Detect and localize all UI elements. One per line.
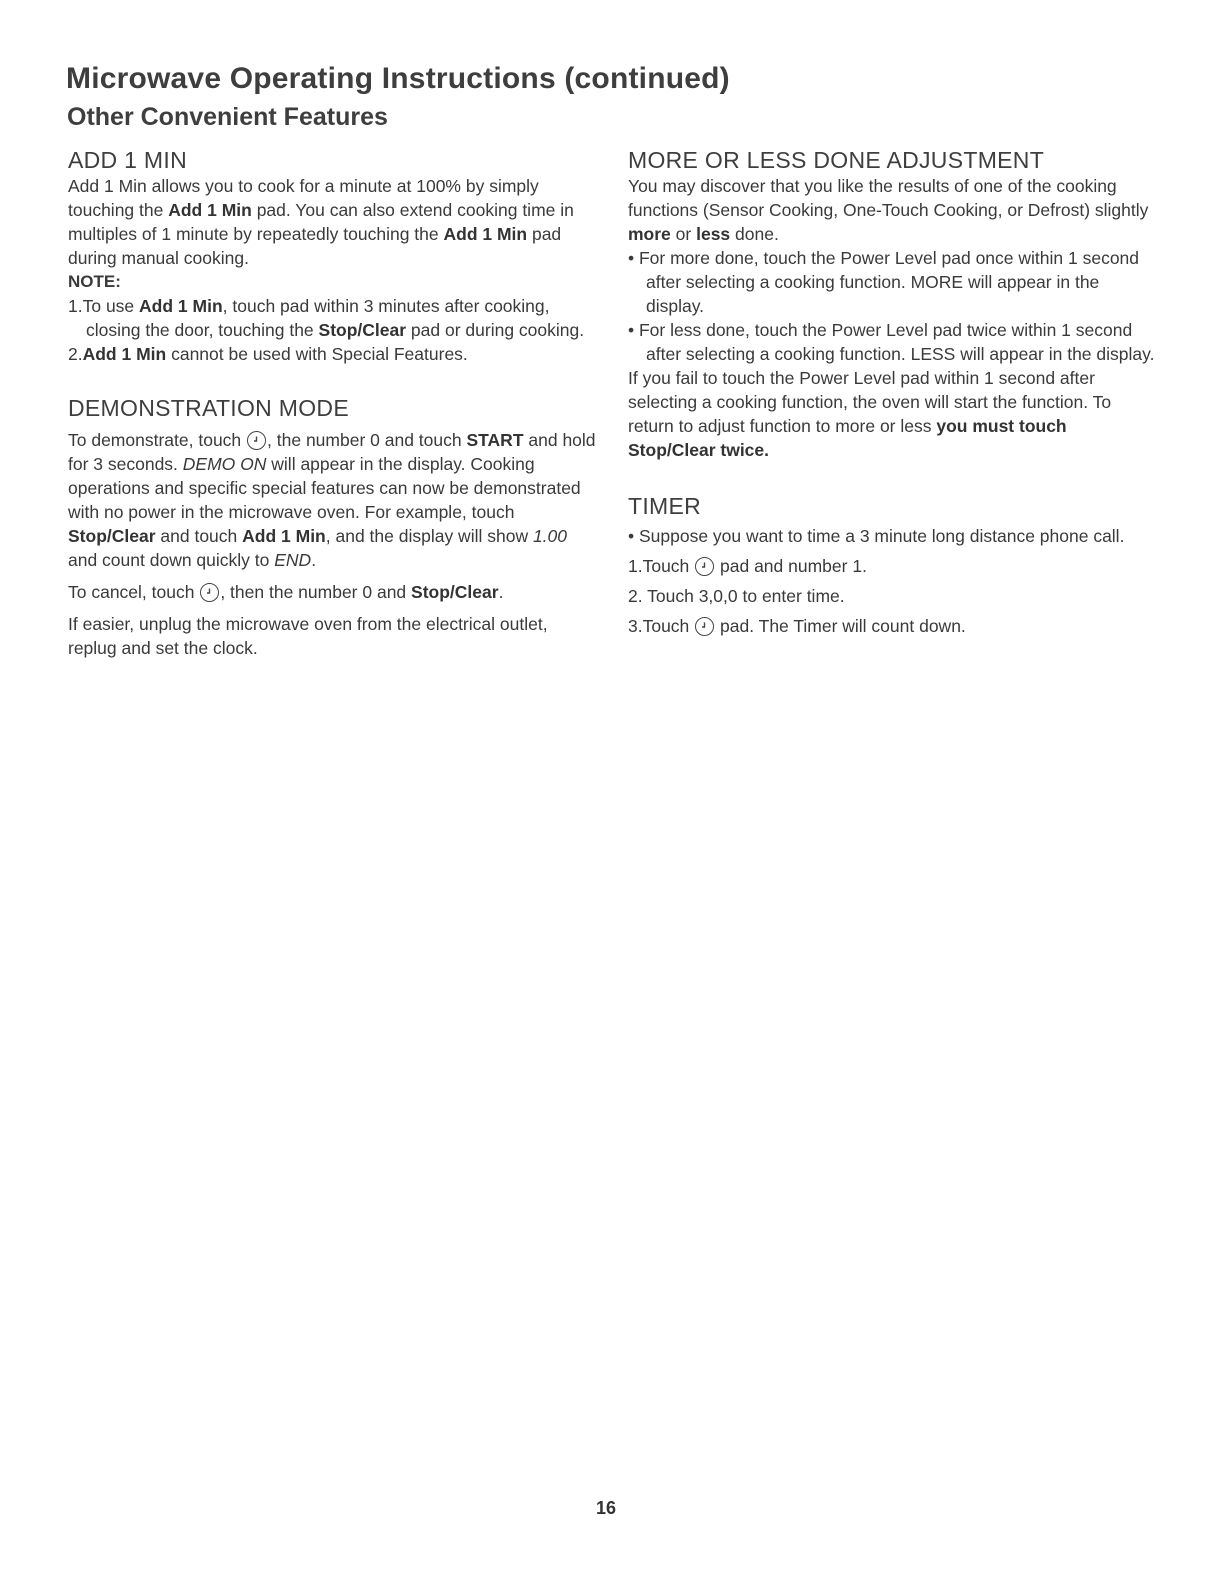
page-subtitle: Other Convenient Features [67, 103, 388, 131]
timer-step-3: 3.Touch pad. The Timer will count down. [628, 616, 966, 636]
more-less-note: If you fail to touch the Power Level pad within 1 second after selecting a cooking function, the oven will start the function. To return to adjust function to more or less you must touch Stop/Clear twice. [628, 368, 1112, 460]
demo-paragraph: To demonstrate, touch , the number 0 and touch START and hold for 3 seconds. DEMO ON will appear in the display. Cooking operations and specific special features can now be demonstrated with no power in the microwave oven. For example, touch Stop/Clear and touch Add 1 Min, and the display will show 1.00 and count down quickly to END. [68, 430, 596, 570]
page-title: Microwave Operating Instructions (continued) [66, 62, 730, 95]
timer-bullets [628, 524, 1158, 548]
demonstration-mode-section [68, 394, 598, 660]
more-less-heading: MORE OR LESS DONE ADJUSTMENT [628, 147, 1045, 173]
add-1-min-paragraph: Add 1 Min allows you to cook for a minute at 100% by simply touching the Add 1 Min pad. You can also extend cooking time in multiples of 1 minute by repeatedly touching the Add 1 Min pad during manual cooking. [68, 176, 574, 268]
note-item-2: 2.Add 1 Min cannot be used with Special Features. [68, 344, 468, 364]
more-less-section [628, 146, 1158, 462]
list-item: • For more done, touch the Power Level pad once within 1 second after selecting a cooking function. MORE will appear in the display. [628, 248, 1140, 316]
list-item: • For less done, touch the Power Level pad twice within 1 second after selecting a cooking function. LESS will appear in the display. [628, 320, 1155, 364]
clock-icon [695, 617, 714, 636]
add-1-min-section [68, 146, 598, 366]
clock-icon [200, 583, 219, 602]
demo-cancel-paragraph: To cancel, touch , then the number 0 and Stop/Clear. [68, 582, 504, 602]
add-1-min-heading: ADD 1 MIN [68, 147, 187, 173]
note-list [68, 294, 598, 366]
right-column [628, 146, 1158, 638]
note-item-1: 1.To use Add 1 Min, touch pad within 3 minutes after cooking, closing the door, touching the Stop/Clear pad or during cooking. [68, 296, 585, 340]
left-column [68, 146, 598, 660]
clock-icon [247, 431, 266, 450]
timer-steps [628, 554, 1158, 638]
page-number: 16 [595, 1498, 617, 1518]
list-item: • Suppose you want to time a 3 minute long distance phone call. [628, 526, 1125, 546]
timer-section [628, 492, 1158, 638]
clock-icon [695, 557, 714, 576]
timer-step-2: 2. Touch 3,0,0 to enter time. [628, 586, 845, 606]
demo-unplug-paragraph: If easier, unplug the microwave oven from the electrical outlet, replug and set the clock. [68, 614, 548, 658]
demonstration-mode-heading: DEMONSTRATION MODE [68, 395, 349, 421]
timer-step-1: 1.Touch pad and number 1. [628, 556, 867, 576]
note-label: NOTE: [68, 272, 121, 291]
more-less-paragraph: You may discover that you like the results of one of the cooking functions (Sensor Cooking, One-Touch Cooking, or Defrost) slightly more or less done. [628, 176, 1149, 244]
timer-heading: TIMER [628, 493, 702, 519]
more-less-list [628, 246, 1158, 366]
